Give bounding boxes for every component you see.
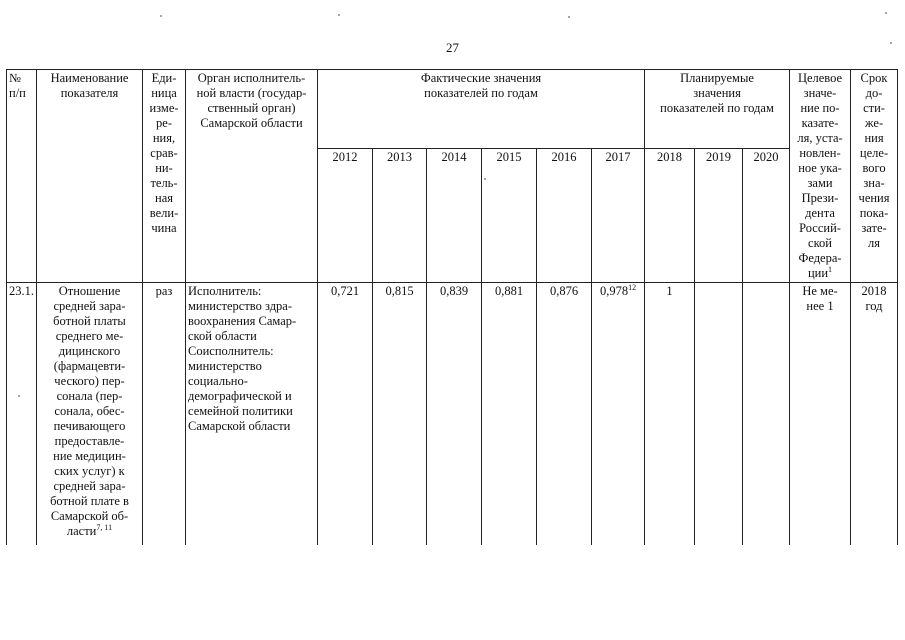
header-group-planned: Планируемые значения показателей по годам xyxy=(645,70,790,149)
header-year-actual: 2014 xyxy=(427,148,482,282)
header-col-target xyxy=(790,70,851,283)
row-planned-value xyxy=(743,283,790,546)
header-col-deadline: Срок до- сти- же- ния целе- вого зна- чения пока- зате- ля xyxy=(851,70,898,283)
row-indicator-footnote: 7, 11 xyxy=(96,522,113,532)
header-col-authority: Орган исполнитель- ной власти (государ- ственный орган) Самарской области xyxy=(186,70,318,283)
row-actual-value-2017 xyxy=(592,283,645,546)
row-actual-value: 0,876 xyxy=(537,283,592,546)
row-actual-value: 0,721 xyxy=(318,283,373,546)
header-year-actual: 2013 xyxy=(373,148,427,282)
row-actual-value: 0,881 xyxy=(482,283,537,546)
scan-speck xyxy=(568,16,570,18)
row-unit: раз xyxy=(143,283,186,546)
row-authority: Исполнитель: министерство здра- воохранения Самар- ской области Соисполнитель: министерство социально- демографической и семейной политики Самарской области xyxy=(186,283,318,546)
row-indicator-name-text: Отношение средней зара- ботной платы среднего ме- дицинского (фармацевти- ческого) пер- сонала (пер- сонала, обес- печивающего предоставле- ние медицин- ских услуг) к средней зара- ботной плате в Самарской об- ласти xyxy=(50,284,129,538)
scan-speck xyxy=(484,178,486,180)
row-deadline: 2018 год xyxy=(851,283,898,546)
header-col-target-text: Целевое значе- ние по- казате- ля, уста- новлен- ное ука- зами Прези- дента Россий- ской Федера- ции xyxy=(797,71,843,280)
page-number: 27 xyxy=(446,40,459,55)
header-group-actual: Фактические значения показателей по годам xyxy=(318,70,645,149)
row-target: Не ме- нее 1 xyxy=(790,283,851,546)
scan-speck xyxy=(338,14,340,16)
header-year-actual: 2017 xyxy=(592,148,645,282)
table-row xyxy=(7,283,898,546)
header-year-actual: 2016 xyxy=(537,148,592,282)
scan-speck xyxy=(160,15,162,17)
header-year-planned: 2020 xyxy=(743,148,790,282)
row-planned-value xyxy=(695,283,743,546)
header-col-name: Наименование показателя xyxy=(37,70,143,283)
header-year-actual: 2012 xyxy=(318,148,373,282)
scan-speck xyxy=(18,395,20,397)
header-year-planned: 2018 xyxy=(645,148,695,282)
header-year-planned: 2019 xyxy=(695,148,743,282)
row-indicator-name xyxy=(37,283,143,546)
row-planned-value: 1 xyxy=(645,283,695,546)
row-actual-value-2017-text: 0,978 xyxy=(599,284,629,298)
header-col-num: № п/п xyxy=(7,70,37,283)
header-col-target-footnote: 1 xyxy=(828,264,833,274)
header-col-unit: Еди- ница изме- ре- ния, срав- ни- тель- ная вели- чина xyxy=(143,70,186,283)
indicator-table xyxy=(6,69,898,545)
row-actual-value-2017-footnote: 12 xyxy=(628,282,637,292)
row-num: 23.1. xyxy=(7,283,37,546)
scan-speck xyxy=(885,12,887,14)
row-actual-value: 0,815 xyxy=(373,283,427,546)
header-row-top xyxy=(7,70,898,149)
scan-speck xyxy=(890,42,892,44)
row-actual-value: 0,839 xyxy=(427,283,482,546)
header-year-actual: 2015 xyxy=(482,148,537,282)
